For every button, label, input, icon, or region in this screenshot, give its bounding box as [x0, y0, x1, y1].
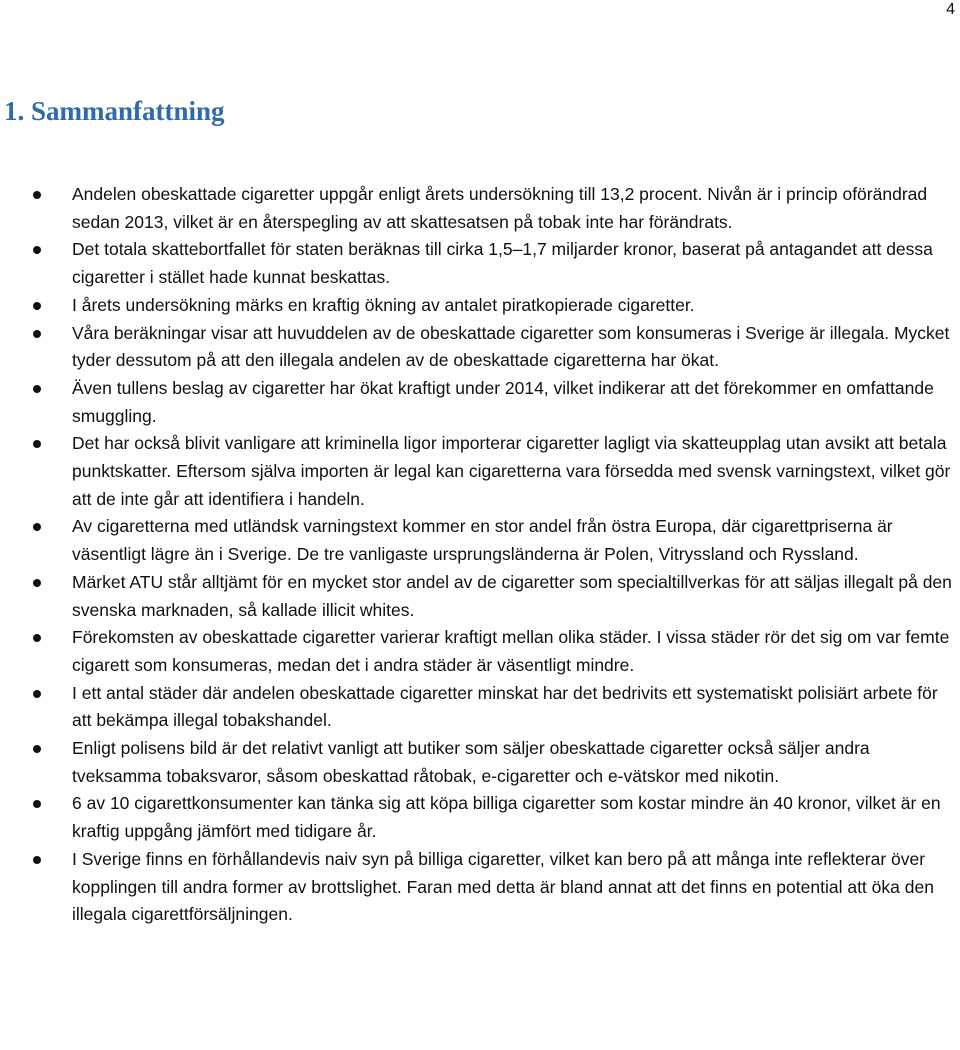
bullet-dot-icon	[33, 523, 41, 531]
bullet-dot-icon	[33, 246, 41, 254]
summary-bullet-item	[0, 846, 960, 929]
section-heading: 1. Sammanfattning	[4, 96, 225, 126]
summary-bullet-item	[0, 735, 960, 790]
summary-bullet-item	[0, 430, 960, 513]
bullet-dot-icon	[33, 800, 41, 808]
summary-bullet-item	[0, 569, 960, 624]
bullet-dot-icon	[33, 634, 41, 642]
bullet-text: I Sverige finns en förhållandevis naiv syn på billiga cigaretter, vilket kan bero på att många inte reflekterar över kopplingen till andra former av brottslighet. Faran med detta är bland annat att det finns en potential att öka den illegala cigarettförsäljningen.	[72, 848, 934, 925]
bullet-text: I ett antal städer där andelen obeskattade cigaretter minskat har det bedrivits ett systematiskt polisiärt arbete för att bekämpa illegal tobakshandel.	[72, 682, 938, 731]
bullet-text: Av cigaretterna med utländsk varningstext kommer en stor andel från östra Europa, där cigarettpriserna är väsentligt lägre än i Sverige. De tre vanligaste ursprungsländerna är Polen, Vitryssland och Ryssland.	[72, 516, 893, 565]
summary-bullet-item	[0, 513, 960, 568]
bullet-dot-icon	[33, 856, 41, 864]
bullet-text: Det totala skattebortfallet för staten beräknas till cirka 1,5–1,7 miljarder kronor, baserat på antagandet att dessa cigaretter i stället hade kunnat beskattas.	[72, 239, 933, 288]
bullet-text: Förekomsten av obeskattade cigaretter varierar kraftigt mellan olika städer. I vissa städer rör det sig om var femte cigarett som konsumeras, medan det i andra städer är väsentligt mindre.	[72, 627, 950, 675]
summary-bullet-item	[0, 292, 960, 320]
page-number: 4	[946, 1, 955, 18]
summary-bullet-item	[0, 680, 960, 735]
bullet-text: 6 av 10 cigarettkonsumenter kan tänka sig att köpa billiga cigaretter som kostar mindre än 40 kronor, vilket är en kraftig uppgång jämfört med tidigare år.	[72, 793, 941, 842]
bullet-dot-icon	[33, 440, 41, 448]
summary-bullet-item	[0, 790, 960, 845]
bullet-text: Även tullens beslag av cigaretter har ökat kraftigt under 2014, vilket indikerar att det förekommer en omfattande smuggling.	[72, 377, 934, 426]
bullet-dot-icon	[33, 385, 41, 393]
bullet-dot-icon	[33, 191, 41, 199]
bullet-dot-icon	[33, 690, 41, 698]
summary-bullet-item	[0, 375, 960, 430]
bullet-dot-icon	[33, 330, 41, 338]
bullet-text: Våra beräkningar visar att huvuddelen av de obeskattade cigaretter som konsumeras i Sverige är illegala. Mycket tyder dessutom på att den illegala andelen av de obeskattade cigaretterna har ökat.	[72, 322, 950, 371]
summary-bullet-item	[0, 181, 960, 236]
bullet-text: Enligt polisens bild är det relativt vanligt att butiker som säljer obeskattade cigaretter också säljer andra tveksamma tobaksvaror, såsom obeskattad råtobak, e-cigaretter och e-vätskor med nikotin.	[72, 738, 870, 786]
bullet-dot-icon	[33, 745, 41, 753]
summary-bullet-item	[0, 236, 960, 291]
bullet-dot-icon	[33, 579, 41, 587]
summary-bullet-list	[0, 181, 960, 929]
bullet-text: I årets undersökning märks en kraftig ökning av antalet piratkopierade cigaretter.	[72, 294, 695, 315]
bullet-dot-icon	[33, 302, 41, 310]
bullet-text: Andelen obeskattade cigaretter uppgår enligt årets undersökning till 13,2 procent. Nivån är i princip oförändrad sedan 2013, vilket är en återspegling av att skattesatsen på tobak inte har förändrats.	[72, 184, 928, 232]
summary-bullet-item	[0, 320, 960, 375]
summary-bullet-item	[0, 624, 960, 679]
bullet-text: Det har också blivit vanligare att kriminella ligor importerar cigaretter lagligt via skatteupplag utan avsikt att betala punktskatter. Eftersom själva importen är legal kan cigaretterna vara försedda med svensk varningstext, vilket gör att de inte går att identifiera i handeln.	[72, 433, 951, 509]
bullet-text: Märket ATU står alltjämt för en mycket stor andel av de cigaretter som specialtillverkas för att säljas illegalt på den svenska marknaden, så kallade illicit whites.	[72, 571, 952, 620]
